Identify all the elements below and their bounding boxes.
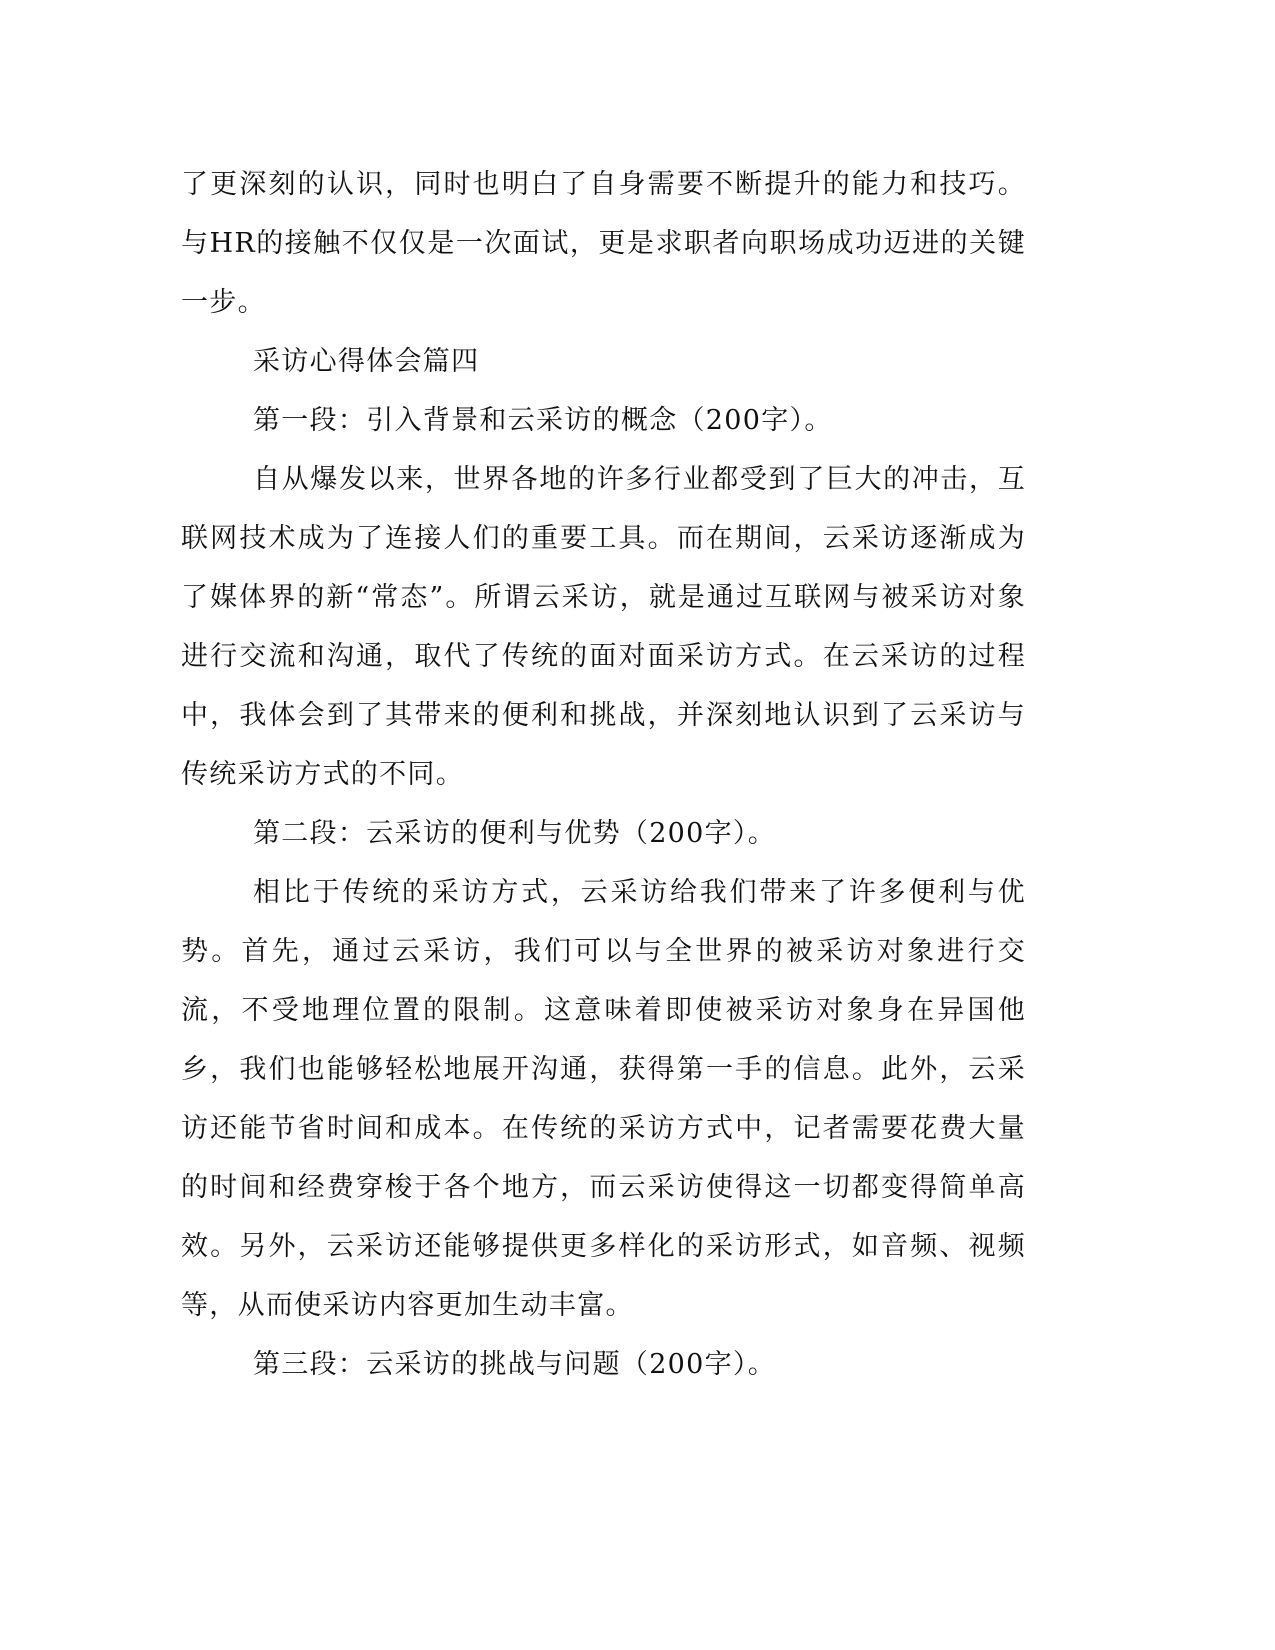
- body-paragraph-2: 相比于传统的采访方式，云采访给我们带来了许多便利与优势。首先，通过云采访，我们可以与全世界的被采访对象进行交流，不受地理位置的限制。这意味着即使被采访对象身在异国他乡，我们也能够轻松地展开沟通，获得第一手的信息。此外，云采访还能节省时间和成本。在传统的采访方式中，记者需要花费大量的时间和经费穿梭于各个地方，而云采访使得这一切都变得简单高效。另外，云采访还能够提供更多样化的采访形式，如音频、视频等，从而使采访内容更加生动丰富。: [181, 877, 1026, 1321]
- document-body: [181, 155, 1026, 1394]
- section-title: 采访心得体会篇四: [253, 346, 480, 377]
- body-paragraph-1: 自从爆发以来，世界各地的许多行业都受到了巨大的冲击，互联网技术成为了连接人们的重要工具。而在期间，云采访逐渐成为了媒体界的新“常态”。所谓云采访，就是通过互联网与被采访对象进行交流和沟通，取代了传统的面对面采访方式。在云采访的过程中，我体会到了其带来的便利和挑战，并深刻地认识到了云采访与传统采访方式的不同。: [181, 464, 1026, 790]
- paragraph-heading-2: 第二段：云采访的便利与优势（200字）。: [253, 818, 777, 849]
- paragraph-heading-3: 第三段：云采访的挑战与问题（200字）。: [253, 1349, 777, 1380]
- continuation-paragraph: 了更深刻的认识，同时也明白了自身需要不断提升的能力和技巧。与HR的接触不仅仅是一次面试，更是求职者向职场成功迈进的关键一步。: [181, 169, 1026, 318]
- paragraph-heading-1: 第一段：引入背景和云采访的概念（200字）。: [253, 405, 833, 436]
